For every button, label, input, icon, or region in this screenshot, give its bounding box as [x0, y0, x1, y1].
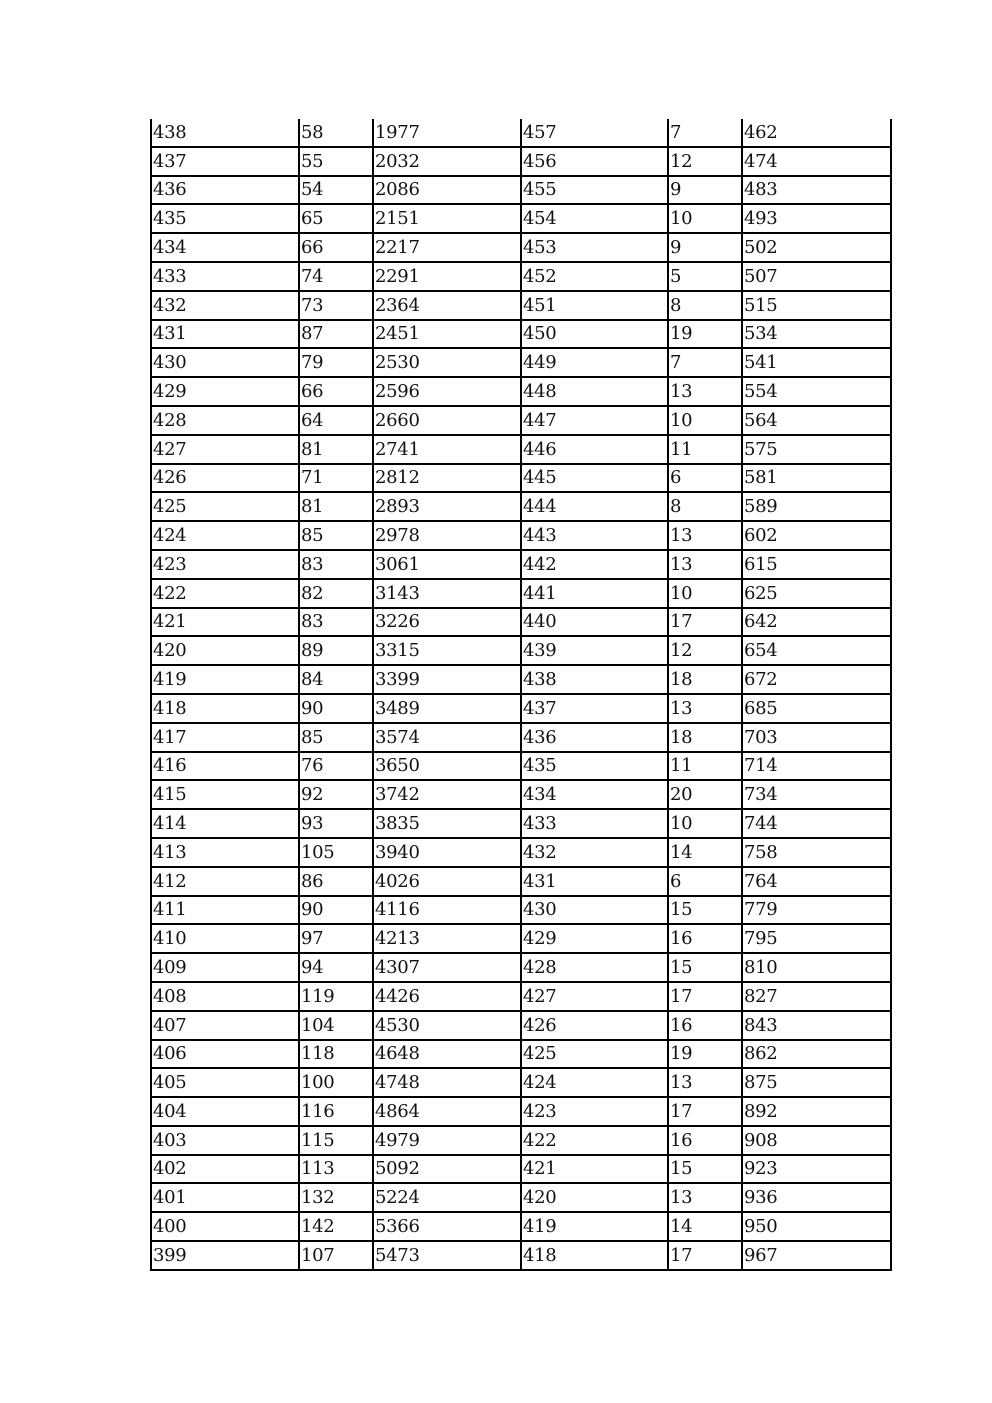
table-row	[151, 550, 891, 579]
cell-score-b: 446	[521, 435, 668, 464]
cell-count-a: 74	[299, 262, 373, 291]
cell-cumulative-b: 554	[742, 377, 891, 406]
cell-score-b: 433	[521, 809, 668, 838]
cell-score-a: 400	[151, 1212, 299, 1241]
cell-cumulative-a: 5473	[373, 1241, 521, 1270]
cell-count-a: 87	[299, 320, 373, 349]
cell-score-b: 418	[521, 1241, 668, 1270]
cell-score-b: 451	[521, 291, 668, 320]
cell-cumulative-b: 581	[742, 464, 891, 493]
table-row	[151, 608, 891, 637]
table-row	[151, 1040, 891, 1069]
cell-count-a: 73	[299, 291, 373, 320]
cell-score-b: 432	[521, 838, 668, 867]
cell-count-a: 113	[299, 1155, 373, 1184]
cell-cumulative-a: 5224	[373, 1183, 521, 1212]
cell-cumulative-b: 892	[742, 1097, 891, 1126]
cell-score-b: 431	[521, 867, 668, 896]
cell-count-b: 12	[668, 147, 742, 176]
cell-cumulative-a: 2741	[373, 435, 521, 464]
table-row	[151, 1097, 891, 1126]
cell-score-b: 449	[521, 348, 668, 377]
cell-count-a: 83	[299, 608, 373, 637]
cell-cumulative-b: 795	[742, 924, 891, 953]
cell-count-a: 85	[299, 521, 373, 550]
score-table-body	[151, 119, 891, 1270]
table-row	[151, 982, 891, 1011]
cell-score-a: 427	[151, 435, 299, 464]
cell-cumulative-a: 1977	[373, 119, 521, 147]
cell-score-b: 429	[521, 924, 668, 953]
cell-cumulative-a: 2291	[373, 262, 521, 291]
cell-count-a: 58	[299, 119, 373, 147]
cell-cumulative-b: 564	[742, 406, 891, 435]
cell-cumulative-b: 734	[742, 780, 891, 809]
cell-score-b: 448	[521, 377, 668, 406]
cell-count-b: 7	[668, 348, 742, 377]
cell-count-b: 17	[668, 608, 742, 637]
cell-score-b: 427	[521, 982, 668, 1011]
cell-score-a: 412	[151, 867, 299, 896]
cell-cumulative-a: 2812	[373, 464, 521, 493]
cell-cumulative-a: 3315	[373, 636, 521, 665]
cell-count-b: 17	[668, 982, 742, 1011]
cell-cumulative-a: 2086	[373, 176, 521, 205]
cell-cumulative-a: 3940	[373, 838, 521, 867]
table-row	[151, 665, 891, 694]
table-row	[151, 1155, 891, 1184]
cell-cumulative-a: 3835	[373, 809, 521, 838]
cell-score-b: 423	[521, 1097, 668, 1126]
cell-score-b: 457	[521, 119, 668, 147]
cell-score-a: 418	[151, 694, 299, 723]
table-row	[151, 1011, 891, 1040]
table-row	[151, 752, 891, 781]
cell-cumulative-b: 810	[742, 953, 891, 982]
table-row	[151, 838, 891, 867]
cell-count-a: 107	[299, 1241, 373, 1270]
cell-cumulative-a: 2596	[373, 377, 521, 406]
cell-count-a: 93	[299, 809, 373, 838]
cell-score-a: 402	[151, 1155, 299, 1184]
cell-score-b: 439	[521, 636, 668, 665]
cell-score-a: 433	[151, 262, 299, 291]
cell-cumulative-b: 515	[742, 291, 891, 320]
cell-score-b: 445	[521, 464, 668, 493]
cell-cumulative-b: 875	[742, 1068, 891, 1097]
cell-score-b: 443	[521, 521, 668, 550]
cell-count-b: 6	[668, 464, 742, 493]
cell-score-a: 432	[151, 291, 299, 320]
cell-score-a: 423	[151, 550, 299, 579]
cell-cumulative-a: 3399	[373, 665, 521, 694]
cell-count-b: 11	[668, 435, 742, 464]
cell-count-b: 10	[668, 809, 742, 838]
cell-score-b: 419	[521, 1212, 668, 1241]
cell-cumulative-a: 2978	[373, 521, 521, 550]
cell-score-b: 434	[521, 780, 668, 809]
table-row	[151, 896, 891, 925]
cell-count-a: 94	[299, 953, 373, 982]
table-row	[151, 1212, 891, 1241]
cell-cumulative-b: 779	[742, 896, 891, 925]
cell-count-b: 17	[668, 1097, 742, 1126]
cell-count-a: 84	[299, 665, 373, 694]
cell-cumulative-b: 534	[742, 320, 891, 349]
cell-count-b: 9	[668, 176, 742, 205]
cell-score-b: 453	[521, 233, 668, 262]
cell-cumulative-b: 923	[742, 1155, 891, 1184]
cell-count-b: 18	[668, 723, 742, 752]
cell-score-a: 425	[151, 492, 299, 521]
cell-count-b: 15	[668, 953, 742, 982]
cell-score-b: 447	[521, 406, 668, 435]
cell-count-b: 13	[668, 1183, 742, 1212]
cell-score-a: 419	[151, 665, 299, 694]
cell-score-a: 431	[151, 320, 299, 349]
cell-score-a: 414	[151, 809, 299, 838]
cell-cumulative-a: 2151	[373, 204, 521, 233]
cell-score-a: 406	[151, 1040, 299, 1069]
cell-cumulative-b: 483	[742, 176, 891, 205]
table-row	[151, 435, 891, 464]
table-row	[151, 953, 891, 982]
cell-score-a: 428	[151, 406, 299, 435]
cell-score-b: 430	[521, 896, 668, 925]
table-row	[151, 521, 891, 550]
cell-count-b: 15	[668, 896, 742, 925]
cell-cumulative-b: 507	[742, 262, 891, 291]
cell-cumulative-a: 4116	[373, 896, 521, 925]
cell-count-b: 10	[668, 579, 742, 608]
cell-count-a: 115	[299, 1126, 373, 1155]
cell-cumulative-a: 5092	[373, 1155, 521, 1184]
cell-score-b: 436	[521, 723, 668, 752]
table-row	[151, 406, 891, 435]
cell-cumulative-b: 843	[742, 1011, 891, 1040]
cell-cumulative-b: 714	[742, 752, 891, 781]
cell-count-a: 119	[299, 982, 373, 1011]
cell-score-a: 424	[151, 521, 299, 550]
cell-count-b: 8	[668, 492, 742, 521]
cell-score-a: 410	[151, 924, 299, 953]
cell-count-a: 81	[299, 492, 373, 521]
cell-cumulative-a: 4426	[373, 982, 521, 1011]
cell-count-b: 13	[668, 377, 742, 406]
cell-score-a: 413	[151, 838, 299, 867]
cell-count-b: 14	[668, 838, 742, 867]
cell-cumulative-b: 575	[742, 435, 891, 464]
cell-count-b: 18	[668, 665, 742, 694]
cell-count-a: 97	[299, 924, 373, 953]
table-row	[151, 233, 891, 262]
table-row	[151, 579, 891, 608]
cell-score-a: 404	[151, 1097, 299, 1126]
cell-score-a: 438	[151, 119, 299, 147]
cell-cumulative-a: 4530	[373, 1011, 521, 1040]
table-row	[151, 320, 891, 349]
cell-count-b: 14	[668, 1212, 742, 1241]
table-row	[151, 694, 891, 723]
cell-cumulative-b: 703	[742, 723, 891, 752]
cell-score-a: 401	[151, 1183, 299, 1212]
cell-score-b: 437	[521, 694, 668, 723]
cell-count-a: 118	[299, 1040, 373, 1069]
table-row	[151, 176, 891, 205]
cell-cumulative-a: 5366	[373, 1212, 521, 1241]
cell-count-b: 8	[668, 291, 742, 320]
cell-cumulative-a: 4748	[373, 1068, 521, 1097]
cell-count-b: 19	[668, 320, 742, 349]
cell-cumulative-a: 4026	[373, 867, 521, 896]
cell-score-a: 422	[151, 579, 299, 608]
cell-score-a: 403	[151, 1126, 299, 1155]
cell-cumulative-b: 474	[742, 147, 891, 176]
cell-cumulative-b: 541	[742, 348, 891, 377]
cell-cumulative-b: 615	[742, 550, 891, 579]
cell-cumulative-a: 3226	[373, 608, 521, 637]
cell-cumulative-b: 967	[742, 1241, 891, 1270]
cell-count-b: 12	[668, 636, 742, 665]
cell-cumulative-b: 654	[742, 636, 891, 665]
cell-count-b: 16	[668, 1011, 742, 1040]
cell-score-a: 426	[151, 464, 299, 493]
cell-cumulative-b: 936	[742, 1183, 891, 1212]
table-row	[151, 348, 891, 377]
cell-score-b: 435	[521, 752, 668, 781]
cell-count-a: 55	[299, 147, 373, 176]
table-row	[151, 147, 891, 176]
cell-score-b: 441	[521, 579, 668, 608]
cell-cumulative-b: 462	[742, 119, 891, 147]
cell-cumulative-b: 672	[742, 665, 891, 694]
cell-score-a: 430	[151, 348, 299, 377]
cell-score-a: 407	[151, 1011, 299, 1040]
cell-count-a: 105	[299, 838, 373, 867]
cell-count-b: 19	[668, 1040, 742, 1069]
cell-count-b: 13	[668, 550, 742, 579]
cell-score-a: 437	[151, 147, 299, 176]
cell-count-a: 100	[299, 1068, 373, 1097]
cell-score-a: 416	[151, 752, 299, 781]
cell-score-a: 408	[151, 982, 299, 1011]
table-row	[151, 723, 891, 752]
cell-count-a: 66	[299, 377, 373, 406]
cell-count-b: 7	[668, 119, 742, 147]
cell-cumulative-a: 2660	[373, 406, 521, 435]
cell-cumulative-b: 493	[742, 204, 891, 233]
cell-score-a: 411	[151, 896, 299, 925]
cell-count-b: 15	[668, 1155, 742, 1184]
cell-count-a: 85	[299, 723, 373, 752]
cell-score-b: 422	[521, 1126, 668, 1155]
cell-count-a: 90	[299, 896, 373, 925]
cell-cumulative-b: 642	[742, 608, 891, 637]
score-distribution-table	[150, 119, 892, 1271]
cell-cumulative-b: 685	[742, 694, 891, 723]
cell-count-b: 11	[668, 752, 742, 781]
cell-cumulative-b: 602	[742, 521, 891, 550]
cell-cumulative-a: 4213	[373, 924, 521, 953]
cell-cumulative-b: 625	[742, 579, 891, 608]
cell-score-b: 426	[521, 1011, 668, 1040]
table-row	[151, 636, 891, 665]
cell-cumulative-a: 3061	[373, 550, 521, 579]
cell-count-a: 92	[299, 780, 373, 809]
cell-score-b: 455	[521, 176, 668, 205]
cell-count-b: 13	[668, 1068, 742, 1097]
cell-cumulative-a: 3742	[373, 780, 521, 809]
cell-cumulative-b: 502	[742, 233, 891, 262]
table-row	[151, 809, 891, 838]
table-row	[151, 1126, 891, 1155]
cell-count-b: 13	[668, 521, 742, 550]
cell-count-a: 104	[299, 1011, 373, 1040]
cell-score-b: 442	[521, 550, 668, 579]
cell-cumulative-b: 744	[742, 809, 891, 838]
cell-count-b: 6	[668, 867, 742, 896]
table-row	[151, 1183, 891, 1212]
cell-count-b: 9	[668, 233, 742, 262]
cell-cumulative-a: 2364	[373, 291, 521, 320]
cell-score-b: 438	[521, 665, 668, 694]
cell-count-a: 71	[299, 464, 373, 493]
cell-score-a: 429	[151, 377, 299, 406]
cell-score-b: 421	[521, 1155, 668, 1184]
cell-count-a: 82	[299, 579, 373, 608]
cell-count-a: 89	[299, 636, 373, 665]
cell-count-b: 10	[668, 406, 742, 435]
cell-cumulative-a: 4307	[373, 953, 521, 982]
cell-score-b: 428	[521, 953, 668, 982]
cell-score-b: 452	[521, 262, 668, 291]
cell-cumulative-b: 827	[742, 982, 891, 1011]
cell-count-b: 20	[668, 780, 742, 809]
cell-count-a: 116	[299, 1097, 373, 1126]
cell-count-a: 65	[299, 204, 373, 233]
cell-cumulative-a: 2530	[373, 348, 521, 377]
cell-score-a: 420	[151, 636, 299, 665]
cell-count-b: 16	[668, 1126, 742, 1155]
table-row	[151, 1068, 891, 1097]
cell-count-a: 66	[299, 233, 373, 262]
cell-cumulative-b: 862	[742, 1040, 891, 1069]
table-row	[151, 377, 891, 406]
cell-count-a: 83	[299, 550, 373, 579]
cell-count-b: 16	[668, 924, 742, 953]
table-row	[151, 464, 891, 493]
cell-cumulative-a: 3574	[373, 723, 521, 752]
cell-cumulative-a: 4979	[373, 1126, 521, 1155]
cell-count-b: 5	[668, 262, 742, 291]
cell-count-a: 132	[299, 1183, 373, 1212]
cell-cumulative-a: 2217	[373, 233, 521, 262]
table-row	[151, 924, 891, 953]
table-row	[151, 867, 891, 896]
cell-score-a: 415	[151, 780, 299, 809]
cell-cumulative-a: 4864	[373, 1097, 521, 1126]
cell-score-a: 436	[151, 176, 299, 205]
cell-cumulative-b: 950	[742, 1212, 891, 1241]
table-row	[151, 780, 891, 809]
table-row	[151, 291, 891, 320]
cell-count-a: 76	[299, 752, 373, 781]
cell-count-a: 64	[299, 406, 373, 435]
cell-cumulative-a: 3650	[373, 752, 521, 781]
table-row	[151, 262, 891, 291]
cell-cumulative-a: 3143	[373, 579, 521, 608]
cell-cumulative-b: 589	[742, 492, 891, 521]
cell-count-a: 79	[299, 348, 373, 377]
cell-count-a: 142	[299, 1212, 373, 1241]
cell-score-b: 450	[521, 320, 668, 349]
table-row	[151, 119, 891, 147]
cell-cumulative-a: 4648	[373, 1040, 521, 1069]
table-row	[151, 204, 891, 233]
cell-cumulative-a: 2032	[373, 147, 521, 176]
cell-cumulative-b: 908	[742, 1126, 891, 1155]
cell-count-b: 10	[668, 204, 742, 233]
cell-score-b: 425	[521, 1040, 668, 1069]
cell-count-b: 13	[668, 694, 742, 723]
cell-score-a: 435	[151, 204, 299, 233]
cell-score-b: 444	[521, 492, 668, 521]
cell-score-a: 409	[151, 953, 299, 982]
cell-score-a: 434	[151, 233, 299, 262]
cell-count-a: 90	[299, 694, 373, 723]
table-row	[151, 492, 891, 521]
cell-score-a: 399	[151, 1241, 299, 1270]
cell-score-b: 454	[521, 204, 668, 233]
cell-cumulative-b: 764	[742, 867, 891, 896]
cell-score-b: 424	[521, 1068, 668, 1097]
cell-score-b: 440	[521, 608, 668, 637]
cell-count-a: 86	[299, 867, 373, 896]
table-row	[151, 1241, 891, 1270]
cell-cumulative-a: 3489	[373, 694, 521, 723]
cell-cumulative-b: 758	[742, 838, 891, 867]
cell-score-a: 417	[151, 723, 299, 752]
cell-count-a: 81	[299, 435, 373, 464]
cell-score-a: 405	[151, 1068, 299, 1097]
cell-cumulative-a: 2893	[373, 492, 521, 521]
cell-score-b: 456	[521, 147, 668, 176]
cell-score-a: 421	[151, 608, 299, 637]
cell-count-a: 54	[299, 176, 373, 205]
cell-score-b: 420	[521, 1183, 668, 1212]
cell-cumulative-a: 2451	[373, 320, 521, 349]
cell-count-b: 17	[668, 1241, 742, 1270]
